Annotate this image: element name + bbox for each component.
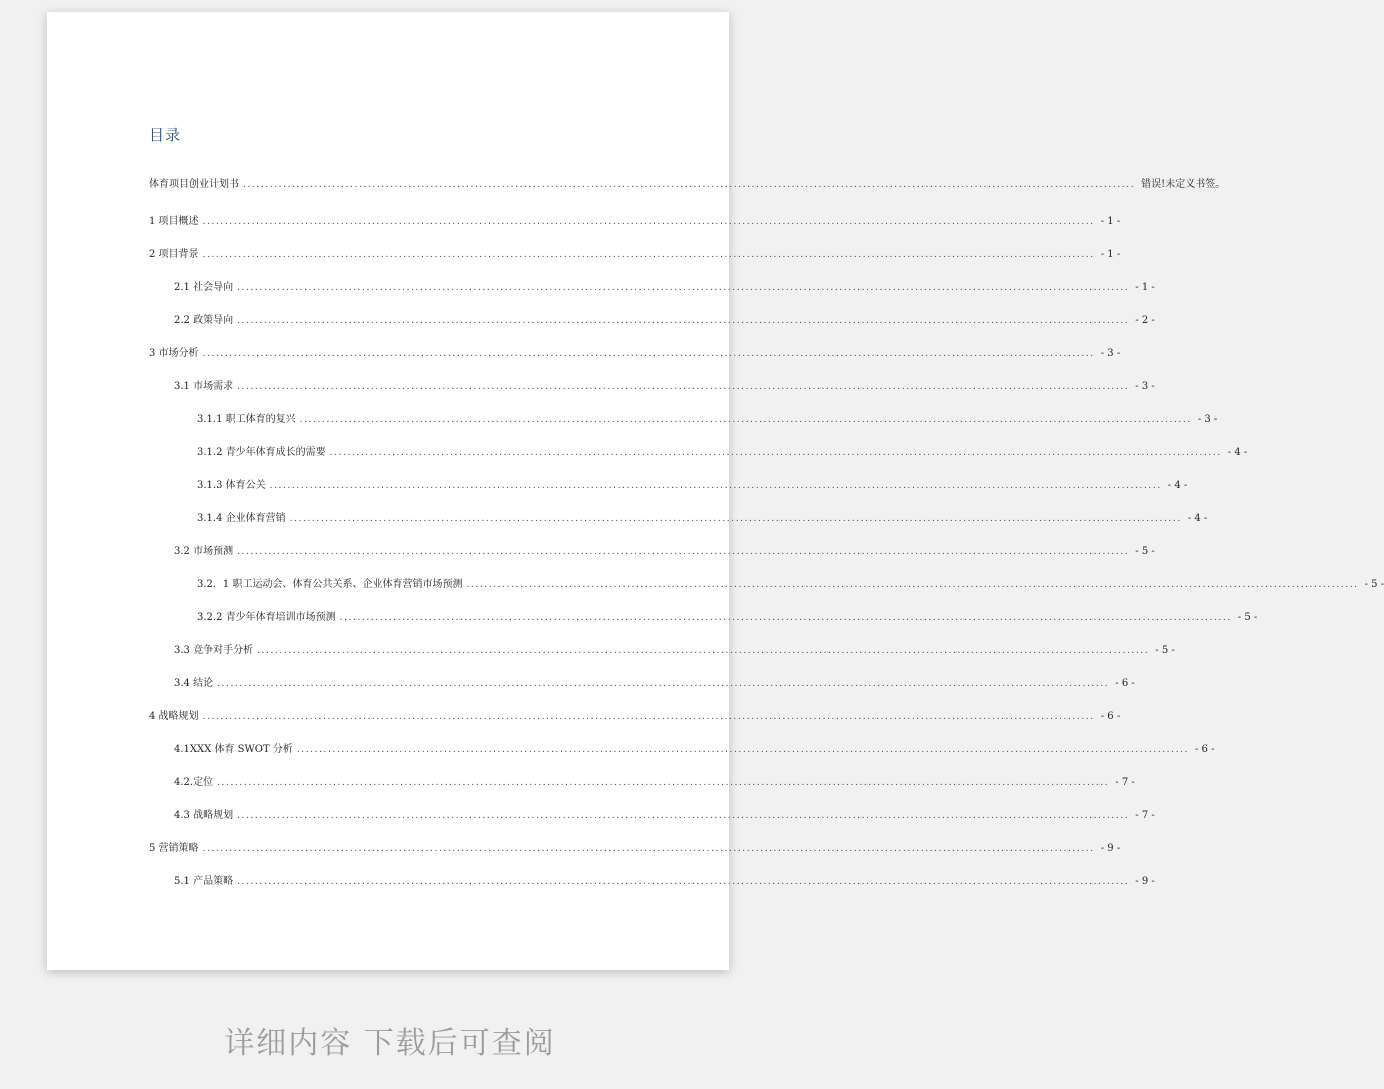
toc-entry-page: - 5 - <box>1135 546 1155 557</box>
toc-entry-label: 3 市场分析 <box>149 348 199 359</box>
toc-entry-label: 4.1XXX 体育 SWOT 分析 <box>174 744 293 755</box>
toc-entry-label: 3.1 市场需求 <box>174 381 234 392</box>
toc-entry-page: - 1 - <box>1135 282 1155 293</box>
toc-entry-label: 3.2 市场预测 <box>174 546 234 557</box>
toc-leader-dots: ........................................................................................................................................................................................................ <box>237 316 1130 326</box>
toc-entry[interactable] <box>174 643 1175 659</box>
toc-entry-label: 3.2.2 青少年体育培训市场预测 <box>197 612 336 623</box>
toc-entry-label: 3.1.3 体育公关 <box>197 480 266 491</box>
toc-entry-page: - 6 - <box>1194 744 1215 755</box>
toc-entry-page: - 3 - <box>1100 348 1121 359</box>
toc-leader-dots: ........................................................................................................................................................................................................ <box>237 877 1130 887</box>
toc-entry[interactable] <box>174 544 1155 560</box>
toc-entry[interactable] <box>197 478 1188 494</box>
toc-entry-page: - 4 - <box>1187 513 1208 524</box>
toc-entry-page: - 9 - <box>1135 876 1155 887</box>
toc-leader-dots: ........................................................................................................................................................................................................ <box>466 580 1359 590</box>
toc-entry-label: 4 战略规划 <box>149 711 199 722</box>
toc-entry[interactable] <box>197 511 1208 527</box>
toc-entry-page: - 5 - <box>1364 579 1384 590</box>
toc-title: 目录 <box>149 126 182 144</box>
toc-entry[interactable] <box>149 841 1121 857</box>
toc-leader-dots: ........................................................................................................................................................................................................ <box>217 778 1110 788</box>
toc-entry-page: - 9 - <box>1100 843 1121 854</box>
toc-entry-page: - 6 - <box>1100 711 1121 722</box>
toc-leader-dots: ........................................................................................................................................................................................................ <box>269 481 1162 491</box>
toc-entry-label: 4.3 战略规划 <box>174 810 234 821</box>
toc-leader-dots: ........................................................................................................................................................................................................ <box>296 745 1189 755</box>
toc-entry-label: 3.1.2 青少年体育成长的需要 <box>197 447 326 458</box>
toc-entry[interactable] <box>149 247 1121 263</box>
toc-entry-page: - 1 - <box>1100 249 1121 260</box>
toc-entry[interactable] <box>197 610 1258 626</box>
toc-entry-label: 2.1 社会导向 <box>174 282 234 293</box>
toc-entry-label: 3.1.1 职工体育的复兴 <box>197 414 296 425</box>
toc-entry[interactable] <box>197 445 1248 461</box>
toc-entry-page: - 7 - <box>1135 810 1155 821</box>
toc-entry-page: - 5 - <box>1237 612 1258 623</box>
toc-entry-label: 1 项目概述 <box>149 216 199 227</box>
toc-entry[interactable] <box>174 676 1135 692</box>
toc-entry[interactable] <box>149 177 1226 193</box>
toc-leader-dots: ........................................................................................................................................................................................................ <box>237 811 1130 821</box>
toc-entry-label: 体育项目创业计划书 <box>149 179 239 190</box>
toc-entry[interactable] <box>149 709 1121 725</box>
toc-entry-page: - 1 - <box>1100 216 1121 227</box>
toc-entry[interactable] <box>149 346 1121 362</box>
toc-leader-dots: ........................................................................................................................................................................................................ <box>237 547 1130 557</box>
toc-entry-label: 5.1 产品策略 <box>174 876 234 887</box>
toc-leader-dots: ........................................................................................................................................................................................................ <box>202 844 1095 854</box>
toc-entry-page: - 7 - <box>1115 777 1135 788</box>
toc-leader-dots: ........................................................................................................................................................................................................ <box>202 712 1095 722</box>
toc-leader-dots: ........................................................................................................................................................................................................ <box>257 646 1150 656</box>
toc-entry-page: - 6 - <box>1115 678 1135 689</box>
toc-leader-dots: ........................................................................................................................................................................................................ <box>329 448 1222 458</box>
toc-entry[interactable] <box>174 775 1135 791</box>
toc-entry-label: 3.1.4 企业体育营销 <box>197 513 286 524</box>
toc-entry-page: - 5 - <box>1155 645 1175 656</box>
toc-leader-dots: ........................................................................................................................................................................................................ <box>289 514 1182 524</box>
document-page <box>47 12 1384 970</box>
toc-leader-dots: ........................................................................................................................................................................................................ <box>202 217 1095 227</box>
toc-leader-dots: ........................................................................................................................................................................................................ <box>299 415 1192 425</box>
toc-leader-dots: ........................................................................................................................................................................................................ <box>237 382 1130 392</box>
toc-entry-page: - 3 - <box>1135 381 1155 392</box>
footer-caption: 详细内容 下载后可查阅 <box>224 1026 556 1061</box>
toc-entry-label: 2.2 政策导向 <box>174 315 234 326</box>
toc-entry[interactable] <box>174 280 1155 296</box>
toc-entry-label: 5 营销策略 <box>149 843 199 854</box>
toc-entry-label: 4.2.定位 <box>174 777 214 788</box>
toc-leader-dots: ........................................................................................................................................................................................................ <box>202 250 1095 260</box>
toc-leader-dots: ........................................................................................................................................................................................................ <box>243 180 1136 190</box>
toc-entry[interactable] <box>174 313 1155 329</box>
toc-entry-label: 3.3 竞争对手分析 <box>174 645 254 656</box>
toc-entry[interactable] <box>197 412 1218 428</box>
toc-entry[interactable] <box>174 808 1155 824</box>
toc-entry-page: - 4 - <box>1227 447 1248 458</box>
toc-entry[interactable] <box>149 214 1121 230</box>
toc-entry[interactable] <box>174 742 1215 758</box>
toc-entry-page: - 4 - <box>1167 480 1188 491</box>
toc-entry-label: 3.4 结论 <box>174 678 214 689</box>
toc-entry[interactable] <box>197 577 1384 593</box>
toc-entry-page: 错误!未定义书签。 <box>1141 179 1226 190</box>
toc-leader-dots: ........................................................................................................................................................................................................ <box>339 613 1232 623</box>
toc-leader-dots: ........................................................................................................................................................................................................ <box>202 349 1095 359</box>
toc-leader-dots: ........................................................................................................................................................................................................ <box>237 283 1130 293</box>
toc-entry[interactable] <box>174 874 1155 890</box>
toc-entry-page: - 3 - <box>1197 414 1218 425</box>
toc-entry-label: 2 项目背景 <box>149 249 199 260</box>
toc-entry-page: - 2 - <box>1135 315 1155 326</box>
toc-entry[interactable] <box>174 379 1155 395</box>
toc-entry-label: 3.2．1 职工运动会、体育公共关系、企业体育营销市场预测 <box>197 579 463 590</box>
toc-leader-dots: ........................................................................................................................................................................................................ <box>217 679 1110 689</box>
